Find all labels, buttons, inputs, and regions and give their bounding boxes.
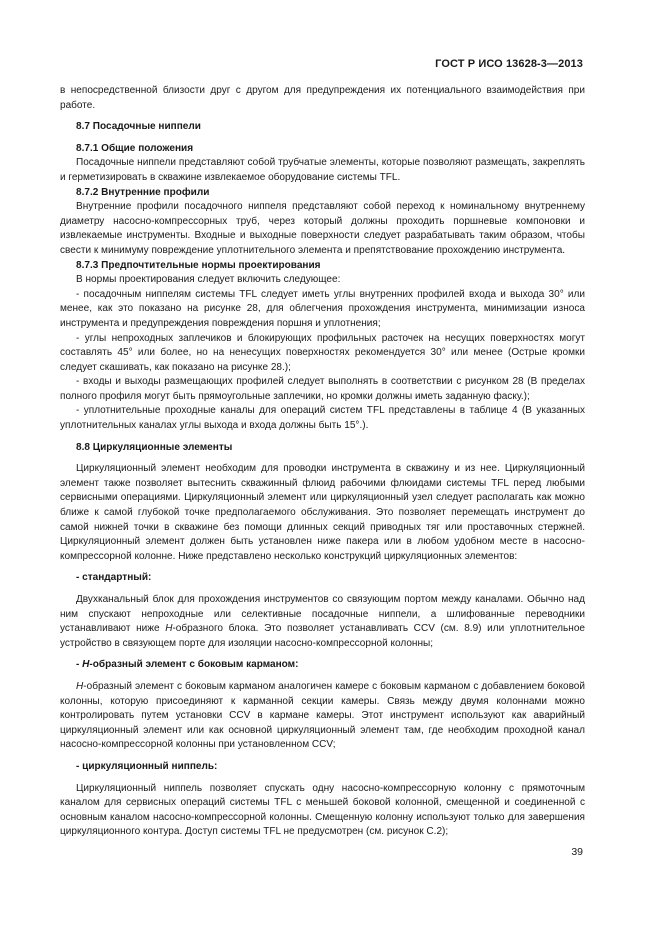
subtype-standard-title: - стандартный: — [76, 572, 152, 584]
paragraph-intro: в непосредственной близости друг с другом для предупреждения их потенциального взаимодействия при работе. — [60, 85, 585, 111]
italic-letter: Н — [82, 659, 90, 671]
italic-letter: Н — [76, 680, 84, 692]
section-8-8-title: 8.8 Циркуляционные элементы — [76, 441, 233, 453]
text-run: -образный элемент с боковым карманом: — [89, 659, 299, 671]
section-8-7-1-title: 8.7.1 Общие положения — [76, 142, 194, 154]
section-8-7-3-lead: В нормы проектирования следует включить следующее: — [76, 274, 341, 286]
subtype-h-title — [60, 658, 585, 673]
section-8-7-title: 8.7 Посадочные ниппели — [76, 121, 201, 133]
text-run: Двухканальный блок для прохождения инструментов со связующим портом между каналами. Обычно над ним спускают непроходные или селективные посадочные ниппели, а шлифованные переводники устанавливают ниже — [60, 594, 585, 635]
list-item: - посадочным ниппелям системы TFL следует иметь углы внутренних профилей входа и выхода 30° или менее, как это показано на рисунке 28, для облегчения прохождения инструмента, минимизации износа инструмента и предупреждения повреждения поршня и уплотнения; — [60, 288, 585, 329]
text-run: -образного блока. Это позволяет устанавливать CCV (см. 8.9) или уплотнительное устройство в связующем порте для изоляции насосно-компрессорной колонны; — [60, 623, 585, 649]
subtype-nipple-title: - циркуляционный ниппель: — [76, 760, 218, 772]
list-item: - углы непроходных заплечиков и блокирующих профильных расточек на несущих поверхностях могут составлять 45° или более, но на ненесущих поверхностях рекомендуется 30° или менее (Острые кромки следует скашивать, как показано на рисунке 28.); — [60, 332, 585, 373]
section-8-7-2-title: 8.7.2 Внутренние профили — [76, 186, 210, 198]
italic-letter: Н — [165, 623, 173, 635]
page-number: 39 — [571, 846, 583, 858]
page-content — [60, 84, 585, 840]
list-item: - уплотнительные проходные каналы для операций систем TFL представлены в таблице 4 (В указанных уплотнительных каналах углы выхода и входа должны быть 15°.). — [60, 405, 585, 432]
subtype-standard-text — [60, 593, 585, 651]
text-run: -образный элемент с боковым карманом аналогичен камере с боковым карманом с добавлением боковой колонны, которую присоединяют к карманной секции камеры. Связь между двумя колоннами можно контролировать путем установки CCV в кармане камеры. Этот инструмент используют как аварийный циркуляционный элемент или как основной циркуляционный элемент там, где необходим проходной канал насосно-компрессорной колонны при установленном CCV; — [60, 680, 585, 751]
section-8-7-2-text: Внутренние профили посадочного ниппеля представляют собой переход к номинальному внутреннему диаметру насосно-компрессорных труб, через который должны проходить поршневые компоновки и извлекаемые инструменты. Входные и выходные поверхности следует разрабатывать таким образом, чтобы свести к минимуму повреждение уплотнительного элемента и препятствование прохождению инструмента. — [60, 201, 585, 256]
subtype-nipple-text: Циркуляционный ниппель позволяет спускать одну насосно-компрессорную колонну с прямоточным каналом для сервисных операций системы TFL с меньшей боковой колонной, смещенной и соединенной с основным каналом насосно-компрессорной колонны. Смещенную колонну используют только для завершения циркуляционного контура. Доступ системы TFL не предусмотрен (см. рисунок С.2); — [60, 782, 585, 838]
list-item: - входы и выходы размещающих профилей следует выполнять в соответствии с рисунком 28 (В пределах полного профиля могут быть прямоугольные заплечики, но кромки должны иметь заданную фаску.); — [60, 376, 585, 402]
text-run: - — [76, 659, 83, 671]
section-8-8-text: Циркуляционный элемент необходим для проводки инструмента в скважину и из нее. Циркуляционный элемент также позволяет вытеснить скважинный флюид рабочими флюидами системы TFL перед любыми сервисными операциями. Циркуляционный элемент или циркуляционный узел следует располагать как можно ближе к самой глубокой точке предполагаемого обслуживания. Это позволяет перемещать инструмент до самой нижней точки в скважине без помощи длинных секций приводных тяг или проставочных стержней. Циркуляционный элемент должен быть установлен ниже пакера или в любом удобном месте в насосно-компрессорной колонне. Ниже представлено несколько конструкций циркуляционных элементов: — [60, 463, 585, 562]
subtype-h-text — [60, 680, 585, 753]
document-code: ГОСТ Р ИСО 13628-3—2013 — [435, 58, 583, 70]
section-8-7-3-title: 8.7.3 Предпочтительные нормы проектирования — [76, 259, 321, 271]
section-8-7-1-text: Посадочные ниппели представляют собой трубчатые элементы, которые позволяют размещать, закреплять и герметизировать в скважине извлекаемое оборудование системы TFL. — [60, 157, 585, 183]
